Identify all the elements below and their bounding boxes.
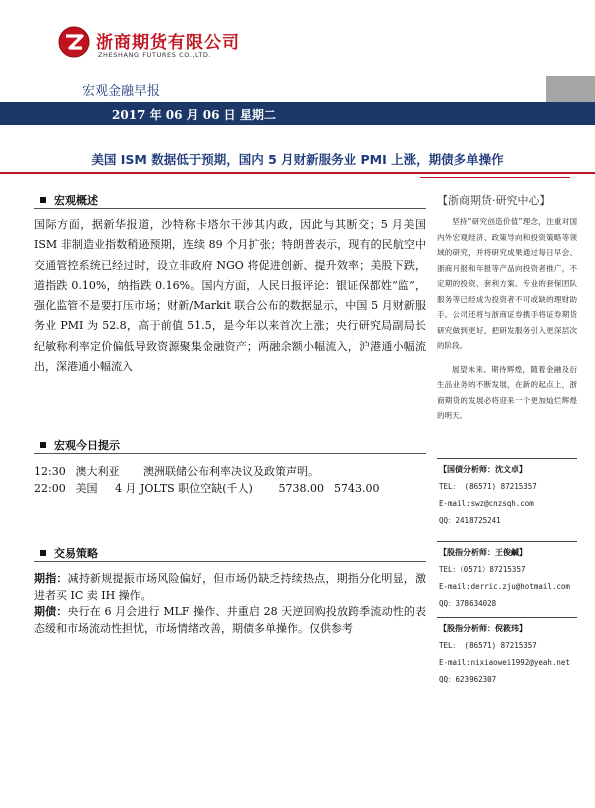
analyst-email[interactable]: E-mail:nixiaowei1992@yeah.net <box>439 658 570 667</box>
section-divider <box>34 453 426 454</box>
sidebar-intro <box>437 214 577 432</box>
analyst-email[interactable]: E-mail:swz@cnzsqh.com <box>439 499 534 508</box>
sidebar-divider <box>420 177 570 178</box>
section-title-strategy: 交易策略 <box>40 545 98 561</box>
analyst-name: 【国债分析师：沈文卓】 <box>439 465 527 474</box>
event-desc: 4 月 JOLTS 职位空缺(千人) <box>115 482 253 495</box>
bullet-square-icon <box>40 442 46 448</box>
event-row <box>34 463 380 480</box>
intro-paragraph: 坚持“研究创造价值”理念，注重对国内外宏观经济、政策导向和投资策略等领域的研究，并将研究成果通过每日早会、浙商月报和年报等产品向投资者推广，不定期的投资、套利方案、专业的套保团队服务等已经成为投资者不可或缺的理财助手。公司还将与浙商证券携手将证券期货研究做到更好，把研发服务引入更深层次的阶段。 <box>437 217 577 350</box>
analyst-divider <box>437 541 577 542</box>
analyst-divider <box>437 617 577 618</box>
analyst-card <box>439 544 589 612</box>
bullet-square-icon <box>40 550 46 556</box>
event-forecast: 5743.00 <box>334 482 380 495</box>
sidebar-title: 【浙商期货·研究中心】 <box>437 194 551 207</box>
date-banner <box>0 102 595 125</box>
event-time: 12:30 <box>34 465 66 478</box>
today-events <box>34 463 380 497</box>
company-logo-icon <box>58 26 90 58</box>
headline-divider <box>0 172 595 174</box>
event-row <box>34 480 380 497</box>
report-type: 宏观金融早报 <box>82 84 161 99</box>
strategy-body <box>34 571 426 637</box>
report-date: 2017 年 06 月 06 日 星期二 <box>112 108 276 122</box>
analyst-name: 【股指分析师：王俊鹹】 <box>439 548 527 557</box>
strategy-item <box>34 604 426 637</box>
event-previous: 5738.00 <box>278 482 324 495</box>
summary-body: 国际方面，据新华报道，沙特称卡塔尔干涉其内政，因此与其断交；5 月美国 ISM 非制造业指数稍逊预期，连续 89 个月扩张；特朗普表示，现有的民航空中交通管控系统已经过时，设立非政府 NGO 将促进创新、提升效率；美股下跌，道指跌 0.10%，纳指跌 0.16%。国内方面，人民日报评论：银证保都姓“监”，强化监管不是要打压市场；财新/Markit 联合公布的数据显示，中国 5 月财新服务业 PMI 为 52.8，高于前值 51.5，是今年以来首次上涨；央行研究局副局长纪敏称利率定价偏低导致资源聚集金融资产；两融余额小幅流入，沪港通小幅流出，深港通小幅流入 <box>34 218 426 374</box>
strategy-text: 央行在 6 月会进行 MLF 操作、并重启 28 天逆回购投放跨季流动性的表态缓和市场流动性担忧，市场情绪改善，期债多单操作。仅供参考 <box>34 605 426 635</box>
analyst-card <box>439 620 589 688</box>
analyst-tel: TEL：（0571）87215357 <box>439 565 526 574</box>
event-desc: 澳洲联储公布利率决议及政策声明。 <box>143 465 319 478</box>
company-name-en: ZHESHANG FUTURES CO.,LTD. <box>98 51 212 59</box>
strategy-label: 期指： <box>34 572 68 585</box>
strategy-label: 期债： <box>34 605 68 618</box>
header-accent-block <box>546 76 595 102</box>
analyst-qq: QQ：378634028 <box>439 599 497 608</box>
company-name-cn: 浙商期货有限公司 <box>96 33 240 53</box>
analyst-qq: QQ：623962307 <box>439 675 497 684</box>
analyst-email[interactable]: E-mail:derric.zju@hotmail.com <box>439 582 570 591</box>
analyst-divider <box>437 458 577 459</box>
analyst-tel: TEL： (86571) 87215357 <box>439 641 537 650</box>
event-time: 22:00 <box>34 482 66 495</box>
report-headline: 美国 ISM 数据低于预期，国内 5 月财新服务业 PMI 上涨，期债多单操作 <box>91 152 504 167</box>
event-region: 澳大利亚 <box>75 465 120 478</box>
section-divider <box>34 208 426 209</box>
analyst-name: 【股指分析师：倪筱玮】 <box>439 624 527 633</box>
section-title-today: 宏观今日提示 <box>40 437 120 453</box>
section-title-summary: 宏观概述 <box>40 192 98 208</box>
section-divider <box>34 561 426 562</box>
analyst-card <box>439 461 589 529</box>
event-region: 美国 <box>75 482 98 495</box>
analyst-tel: TEL： (86571) 87215357 <box>439 482 537 491</box>
bullet-square-icon <box>40 197 46 203</box>
strategy-item <box>34 571 426 604</box>
analyst-qq: QQ：2418725241 <box>439 516 501 525</box>
intro-paragraph: 展望未来、期待辉煌，随着金融及衍生品业务的不断发展，在新的起点上，浙商期货的发展必将迎来一个更加灿烂辉煌的明天。 <box>437 364 577 420</box>
strategy-text: 减持新规提振市场风险偏好，但市场仍缺乏持续热点，期指分化明显，激进者买 IC 卖 IH 操作。 <box>34 572 427 602</box>
